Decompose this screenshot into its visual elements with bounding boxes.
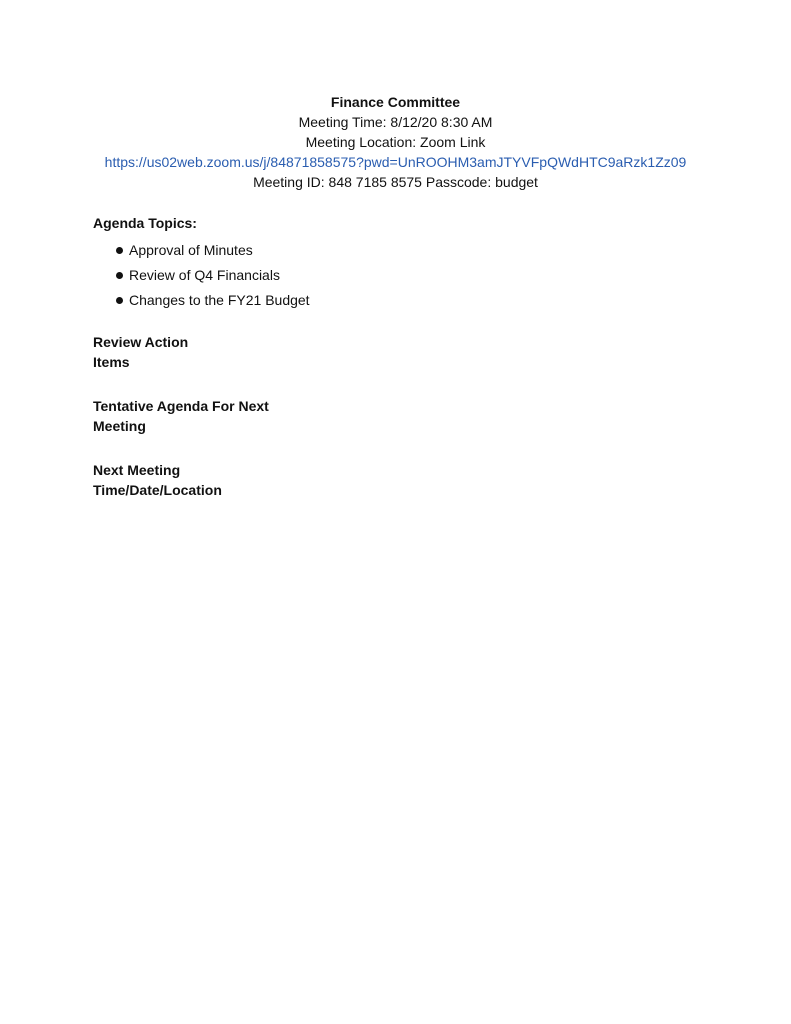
review-action-items-heading (93, 332, 333, 372)
agenda-item-label: Changes to the FY21 Budget (129, 292, 310, 308)
next-meeting-heading (93, 460, 333, 500)
heading-line: Meeting (93, 418, 146, 434)
bullet-icon (116, 297, 123, 304)
agenda-heading: Agenda Topics: (93, 215, 197, 231)
heading-line: Items (93, 354, 130, 370)
meeting-time: Meeting Time: 8/12/20 8:30 AM (298, 114, 493, 130)
heading-line: Tentative Agenda For Next (93, 398, 269, 414)
meeting-location: Meeting Location: Zoom Link (305, 134, 486, 150)
zoom-link[interactable]: https://us02web.zoom.us/j/84871858575?pwd=UnROOHM3amJTYVFpQWdHTC9aRzk1Zz09 (104, 154, 687, 170)
tentative-agenda-heading (93, 396, 333, 436)
list-item (115, 288, 310, 313)
meeting-id: Meeting ID: 848 7185 8575 Passcode: budget (253, 174, 538, 190)
agenda-list (115, 238, 310, 313)
meeting-header (0, 92, 791, 192)
bullet-icon (116, 247, 123, 254)
list-item (115, 263, 310, 288)
agenda-item-label: Review of Q4 Financials (129, 267, 280, 283)
bullet-icon (116, 272, 123, 279)
heading-line: Review Action (93, 334, 189, 350)
agenda-item-label: Approval of Minutes (129, 242, 253, 258)
heading-line: Next Meeting (93, 462, 181, 478)
committee-title: Finance Committee (330, 94, 461, 110)
list-item (115, 238, 310, 263)
heading-line: Time/Date/Location (93, 482, 222, 498)
